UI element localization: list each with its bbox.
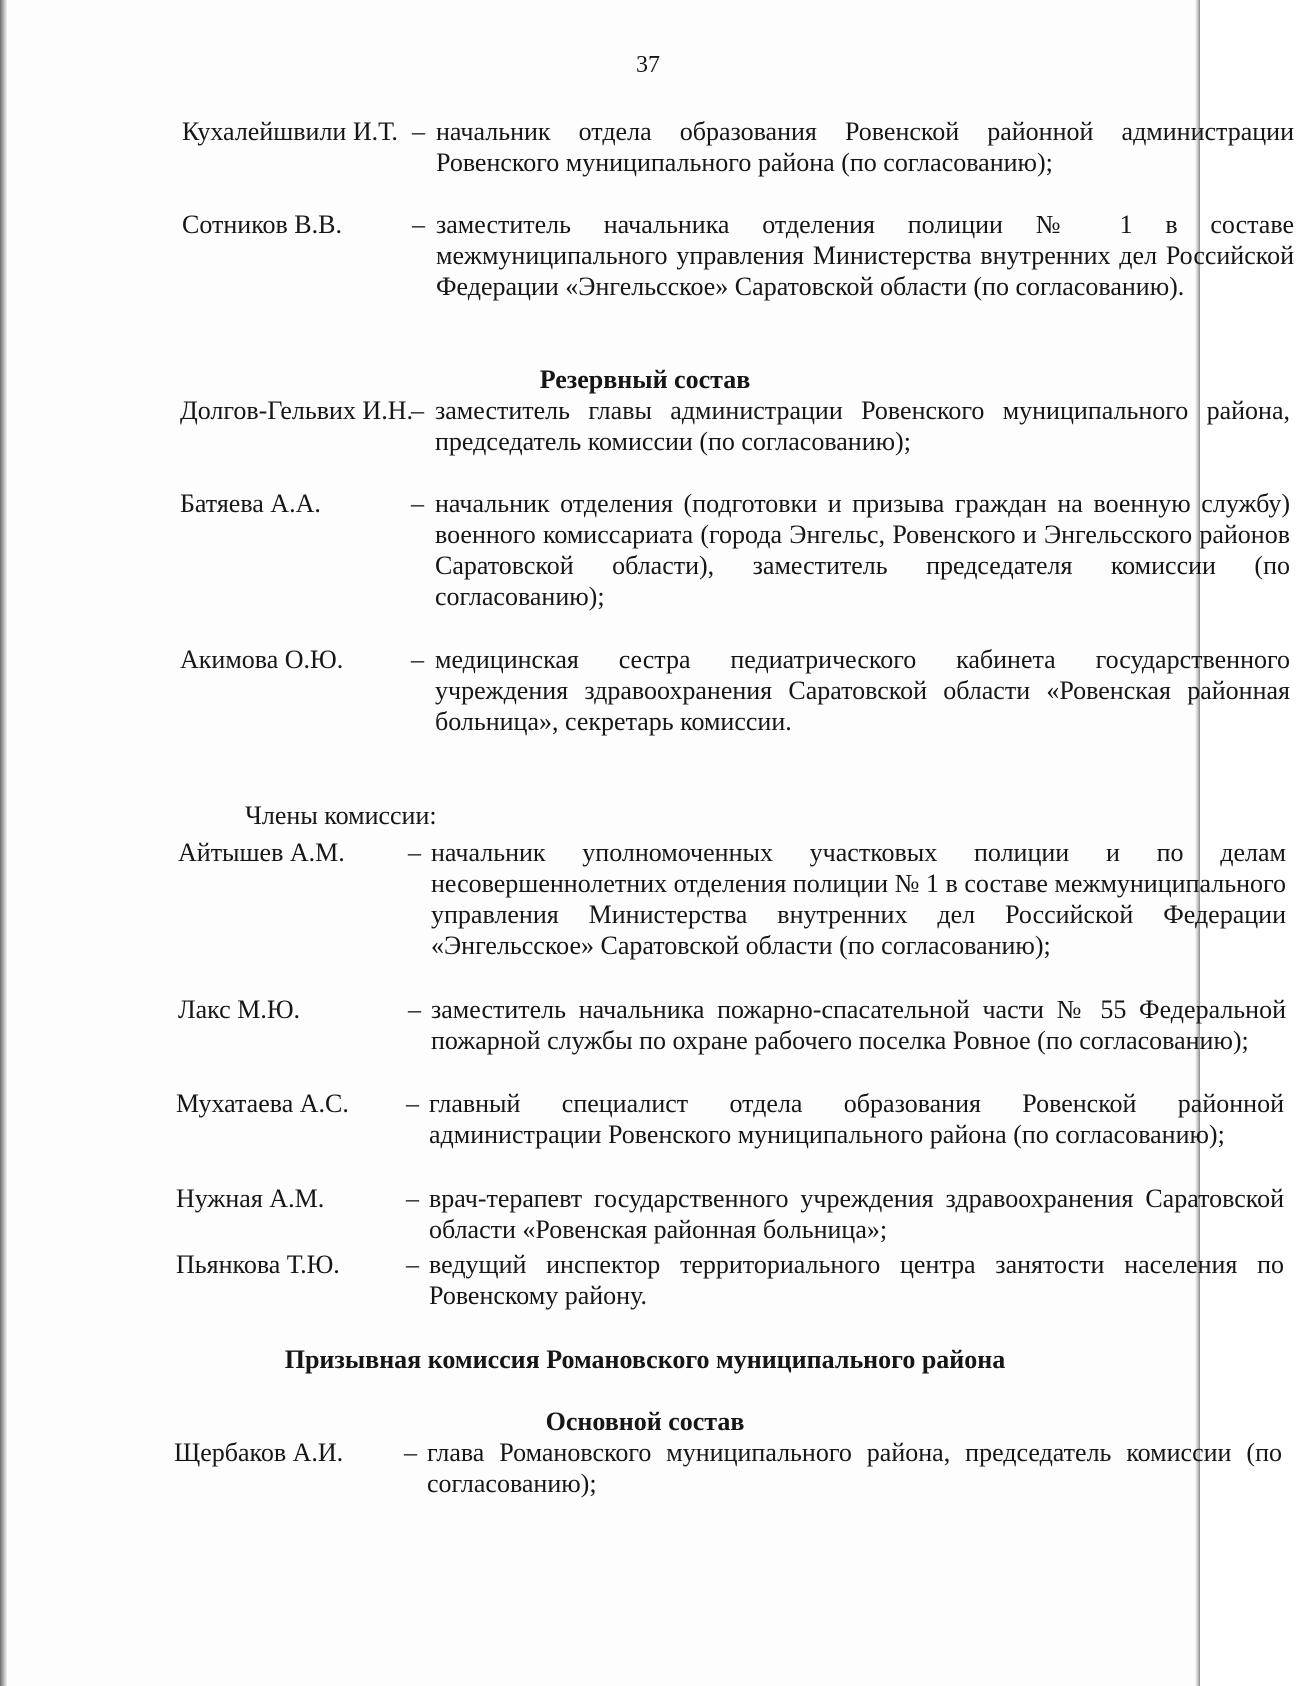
person-position: заместитель главы администрации Ровенского муниципального района, председатель комиссии (по согласованию);: [435, 396, 1290, 456]
person-name: Кухалейшвили И.Т.: [182, 117, 398, 146]
person-position: врач-терапевт государственного учреждения здравоохранения Саратовской области «Ровенская районная больница»;: [429, 1184, 1284, 1244]
person-position: медицинская сестра педиатрического кабинета государственного учреждения здравоохранения Саратовской области «Ровенская районная больница», секретарь комиссии.: [435, 645, 1290, 736]
person-name: Батяева А.А.: [180, 489, 321, 518]
dash-separator: –: [404, 1438, 417, 1467]
dash-separator: –: [412, 117, 425, 146]
person-position: заместитель начальника отделения полиции № 1 в составе межмуниципального управления Министерства внутренних дел Российской Федерации «Энгельсское» Саратовской области (по согласованию).: [436, 210, 1294, 301]
dash-separator: –: [408, 995, 421, 1024]
members-label: Члены комиссии:: [245, 801, 437, 830]
person-name: Акимова О.Ю.: [180, 645, 344, 674]
person-position: ведущий инспектор территориального центра занятости населения по Ровенскому району.: [429, 1250, 1284, 1310]
dash-separator: –: [406, 1089, 419, 1118]
main-heading: Основной состав: [545, 1407, 745, 1436]
person-position: заместитель начальника пожарно-спасательной части № 55 Федеральной пожарной службы по охране рабочего поселка Ровное (по согласованию);: [431, 995, 1286, 1055]
person-name: Мухатаева А.С.: [176, 1089, 349, 1118]
reserve-heading: Резервный состав: [539, 365, 751, 394]
person-name: Нужная А.М.: [176, 1184, 325, 1213]
dash-separator: –: [411, 489, 424, 518]
person-name: Сотников В.В.: [182, 210, 342, 239]
dash-separator: –: [406, 1250, 419, 1279]
person-position: начальник уполномоченных участковых полиции и по делам несовершеннолетних отделения полиции № 1 в составе межмуниципального управления Министерства внутренних дел Российской Федерации «Энгельсское» Саратовской области (по согласованию);: [431, 838, 1286, 960]
person-name: Лакс М.Ю.: [178, 995, 301, 1024]
dash-separator: –: [412, 210, 425, 239]
person-name: Пьянкова Т.Ю.: [176, 1250, 340, 1279]
person-name: Щербаков А.И.: [174, 1438, 344, 1467]
commission-heading: Призывная комиссия Романовского муниципального района: [284, 1345, 1006, 1374]
person-position: главный специалист отдела образования Ровенской районной администрации Ровенского муниципального района (по согласованию);: [429, 1089, 1284, 1149]
dash-separator: –: [406, 1184, 419, 1213]
page-number: 37: [636, 52, 660, 78]
person-position: глава Романовского муниципального района, председатель комиссии (по согласованию);: [427, 1438, 1282, 1498]
person-name: Айтышев А.М.: [178, 838, 345, 867]
person-position: начальник отделения (подготовки и призыва граждан на военную службу) военного комиссариата (города Энгельс, Ровенского и Энгельсского районов Саратовской области), заместитель председателя комиссии (по согласованию);: [435, 489, 1290, 611]
dash-separator: –: [411, 645, 424, 674]
person-position: начальник отдела образования Ровенской районной администрации Ровенского муниципального района (по согласованию);: [436, 117, 1294, 177]
dash-separator: –: [411, 396, 424, 425]
dash-separator: –: [408, 838, 421, 867]
person-name: Долгов-Гельвих И.Н.: [180, 396, 413, 425]
